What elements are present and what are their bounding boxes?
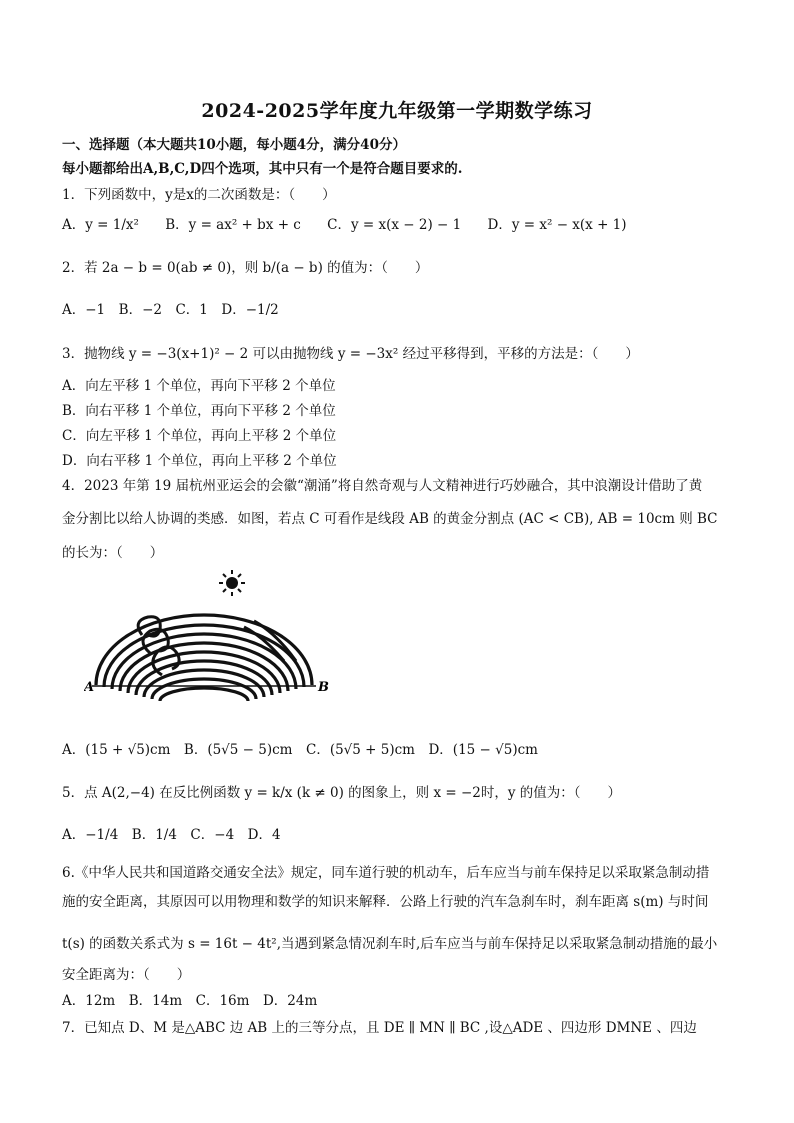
q1-option-a: A．y = 1/x² bbox=[62, 217, 139, 233]
q1-stem: 1．下列函数中，y是x的二次函数是：（ ） bbox=[62, 187, 336, 203]
point-a-label: A bbox=[84, 680, 95, 695]
section-instruction: 每小题都给出A,B,C,D四个选项，其中只有一个是符合题目要求的. bbox=[62, 161, 463, 177]
q7-line1: 7．已知点 D、M 是△ABC 边 AB 上的三等分点，且 DE ∥ MN ∥ BC ,设△ADE 、四边形 DMNE 、四边 bbox=[62, 1020, 697, 1036]
q4-line3: 的长为：（ ） bbox=[62, 545, 164, 561]
q1-option-b: B．y = ax² + bx + c bbox=[165, 217, 301, 233]
emblem-figure bbox=[84, 565, 334, 725]
q3-stem: 3．抛物线 y = −3(x+1)² − 2 可以由抛物线 y = −3x² 经过平移得到，平移的方法是：（ ） bbox=[62, 346, 639, 362]
q3-option-a: A．向左平移 1 个单位，再向下平移 2 个单位 bbox=[62, 378, 336, 394]
q6-options: A．12m B．14m C．16m D．24m bbox=[62, 993, 318, 1009]
q2-options: A．−1 B．−2 C．1 D．−1/2 bbox=[62, 302, 279, 318]
q5-options: A．−1/4 B．1/4 C．−4 D．4 bbox=[62, 827, 281, 843]
q4-options: A．(15 + √5)cm B．(5√5 − 5)cm C．(5√5 + 5)cm D．(15 − √5)cm bbox=[62, 742, 538, 758]
q6-line3: t(s) 的函数关系式为 s = 16t − 4t²,当遇到紧急情况刹车时,后车应当与前车保持足以采取紧急制动措施的最小 bbox=[62, 936, 718, 952]
q6-line2: 施的安全距离，其原因可以用物理和数学的知识来解释．公路上行驶的汽车急刹车时，刹车距离 s(m) 与时间 bbox=[62, 894, 709, 910]
q1-option-d: D．y = x² − x(x + 1) bbox=[487, 217, 627, 233]
q5-stem: 5．点 A(2,−4) 在反比例函数 y = k/x (k ≠ 0) 的图象上，则 x = −2时，y 的值为：（ ） bbox=[62, 785, 622, 801]
point-b-label: B bbox=[318, 680, 329, 695]
section-heading: 一、选择题（本大题共10小题，每小题4分，满分40分） bbox=[62, 137, 406, 153]
q2-stem: 2．若 2a − b = 0(ab ≠ 0)，则 b/(a − b) 的值为：（ ） bbox=[62, 260, 429, 276]
q6-line1: 6.《中华人民共和国道路交通安全法》规定，同车道行驶的机动车，后车应当与前车保持足以采取紧急制动措 bbox=[62, 865, 710, 881]
q3-option-d: D．向右平移 1 个单位，再向上平移 2 个单位 bbox=[62, 453, 337, 469]
q3-option-b: B．向右平移 1 个单位，再向下平移 2 个单位 bbox=[62, 403, 336, 419]
q4-line2: 金分割比以给人协调的类感．如图，若点 C 可看作是线段 AB 的黄金分割点 (AC < CB), AB = 10cm 则 BC bbox=[62, 511, 718, 527]
q3-option-c: C．向左平移 1 个单位，再向上平移 2 个单位 bbox=[62, 428, 337, 444]
q1-option-c: C．y = x(x − 2) − 1 bbox=[327, 217, 462, 233]
page-title: 2024-2025学年度九年级第一学期数学练习 bbox=[201, 100, 593, 122]
q1-options bbox=[62, 213, 627, 233]
q6-line4: 安全距离为：（ ） bbox=[62, 967, 191, 983]
q4-line1: 4．2023 年第 19 届杭州亚运会的会徽“潮涌”将自然奇观与人文精神进行巧妙融合，其中浪潮设计借助了黄 bbox=[62, 478, 703, 494]
sun-icon bbox=[219, 570, 245, 596]
